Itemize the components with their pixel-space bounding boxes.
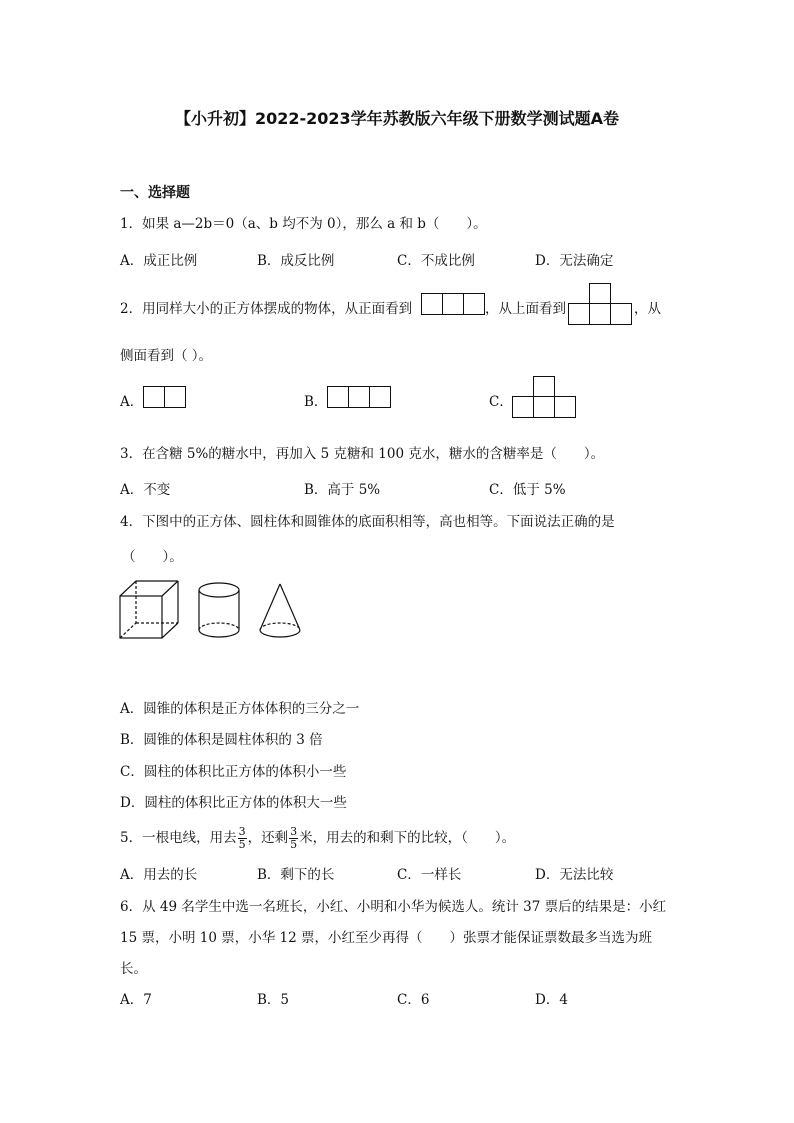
- q1-option-a: A．成正比例: [120, 253, 198, 269]
- cylinder-figure: [199, 583, 239, 637]
- q5-stem-c: 米，用去的和剩下的比较，（ ）。: [299, 830, 516, 846]
- q2-stem-line2: 侧面看到（ ）。: [120, 348, 213, 364]
- section-heading: 一、选择题: [120, 185, 190, 201]
- q2-option-a: A．: [120, 394, 144, 410]
- q2-option-c-figure: [512, 376, 576, 418]
- q6-option-d: D．4: [535, 992, 568, 1008]
- q4-option-d: D．圆柱的体积比正方体的体积大一些: [120, 795, 347, 811]
- q2-front-view-figure: [421, 293, 485, 315]
- q3-option-b: B．高于 5%: [304, 482, 381, 498]
- q2-stem-part2: ，从上面看到: [485, 301, 566, 317]
- q5-stem-b: ，还剩: [247, 830, 289, 846]
- q5-option-a: A．用去的长: [120, 867, 198, 883]
- cube-figure: [120, 581, 178, 638]
- q5-option-d: D．无法比较: [535, 867, 614, 883]
- q6-option-a: A．7: [120, 992, 152, 1008]
- q2-option-c: C．: [489, 394, 513, 410]
- q3-stem: 3．在含糖 5%的糖水中，再加入 5 克糖和 100 克水，糖水的含糖率是（ ）。: [120, 446, 605, 462]
- q5-stem-a: 5．一根电线，用去: [120, 830, 237, 846]
- q6-line1: 6．从 49 名学生中选一名班长，小红、小明和小华为候选人。统计 37 票后的结果是：小红: [120, 899, 667, 915]
- q1-option-c: C．不成比例: [397, 253, 475, 269]
- q1-option-d: D．无法确定: [535, 253, 614, 269]
- q4-stem: 4．下图中的正方体、圆柱体和圆锥体的底面积相等，高也相等。下面说法正确的是: [120, 514, 615, 530]
- q4-option-b: B．圆锥的体积是圆柱体积的 3 倍: [120, 732, 323, 748]
- q2-option-b-figure: [327, 386, 391, 408]
- q3-option-a: A．不变: [120, 482, 171, 498]
- q5-stem: [120, 822, 515, 854]
- q3-option-c: C．低于 5%: [489, 482, 566, 498]
- q5-option-b: B．剩下的长: [257, 867, 335, 883]
- q5-fraction-left: $\frac{3}{5}$: [290, 825, 298, 851]
- q5-fraction-used: $\frac{3}{5}$: [238, 825, 246, 851]
- q2-stem-part3: ，从: [634, 301, 661, 317]
- cone-figure: [260, 584, 300, 637]
- q1-option-b: B．成反比例: [257, 253, 335, 269]
- q2-option-b: B．: [304, 394, 328, 410]
- q6-option-c: C．6: [397, 992, 430, 1008]
- q2-top-view-figure: [568, 283, 632, 325]
- q4-stem-line2: （ ）。: [122, 549, 183, 565]
- q6-line3: 长。: [120, 961, 147, 977]
- q2-stem-part1: 2．用同样大小的正方体摆成的物体，从正面看到: [120, 301, 413, 317]
- q4-option-c: C．圆柱的体积比正方体的体积小一些: [120, 764, 347, 780]
- q2-option-a-figure: [143, 386, 186, 408]
- q6-line2: 15 票，小明 10 票，小华 12 票，小红至少再得（ ）张票才能保证票数最多当选为班: [120, 930, 652, 946]
- q4-solids-figure: [118, 578, 308, 640]
- q4-option-a: A．圆锥的体积是正方体体积的三分之一: [120, 701, 360, 717]
- q1-stem: 1．如果 a—2b＝0（a、b 均不为 0），那么 a 和 b（ ）。: [120, 216, 487, 232]
- page-title: 【小升初】2022-2023学年苏教版六年级下册数学测试题A卷: [174, 109, 620, 128]
- q6-option-b: B．5: [257, 992, 290, 1008]
- q5-option-c: C．一样长: [397, 867, 462, 883]
